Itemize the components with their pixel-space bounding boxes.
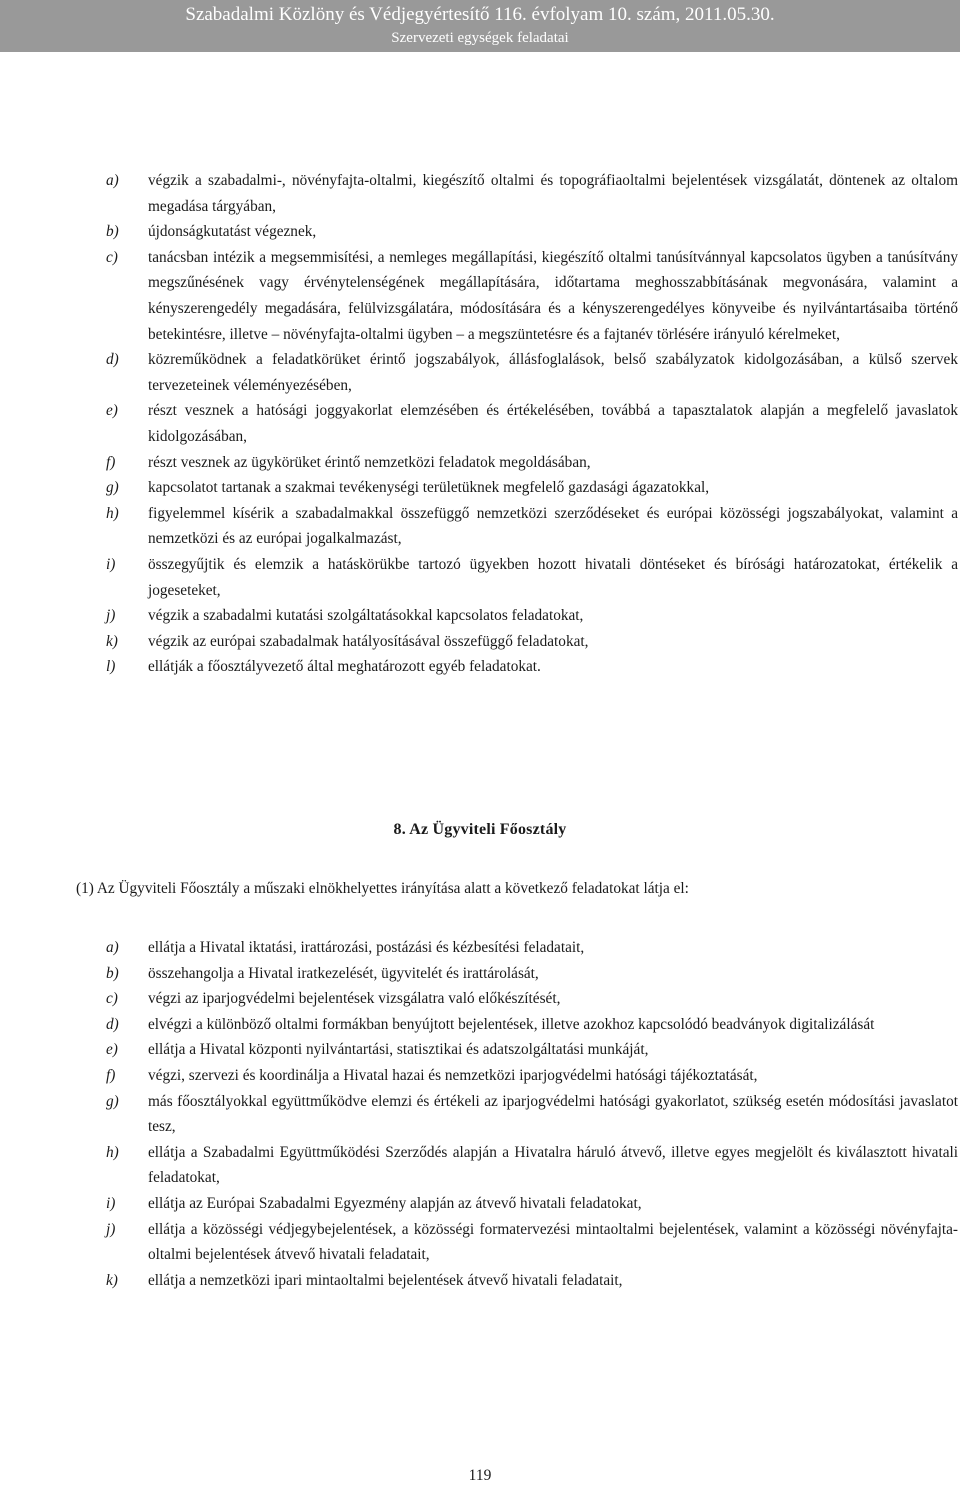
item-letter: k)	[106, 632, 118, 650]
item-text: figyelemmel kísérik a szabadalmakkal összefüggő nemzetközi szerződéseket és európai közösségi jogszabályokat, valamint a nemzetközi és az európai jogalkalmazást,	[148, 504, 958, 548]
list-item	[0, 347, 960, 398]
section-intro: (1) Az Ügyviteli Főosztály a műszaki elnökhelyettes irányítása alatt a következő feladatokat látja el:	[76, 880, 689, 897]
item-text: összehangolja a Hivatal iratkezelését, ügyvitelét és irattárolását,	[148, 964, 539, 982]
list-item	[0, 501, 960, 552]
list-item	[0, 1089, 960, 1140]
list-item	[0, 475, 960, 501]
list-item	[0, 552, 960, 603]
item-text: részt vesznek a hatósági joggyakorlat elemzésében és értékelésében, továbbá a tapasztalatok alapján a megfelelő javaslatok kidolgozásában,	[148, 402, 958, 445]
item-text: végzi az iparjogvédelmi bejelentések vizsgálatra való előkészítését,	[148, 990, 561, 1008]
task-list-2	[0, 935, 960, 1293]
page-number: 119	[468, 1467, 492, 1484]
item-letter: b)	[106, 964, 119, 982]
item-text: ellátja az Európai Szabadalmi Egyezmény alapján az átvevő hivatali feladatokat,	[148, 1194, 642, 1212]
item-letter: e)	[106, 402, 118, 420]
item-letter: j)	[106, 607, 116, 625]
list-item	[0, 629, 960, 655]
journal-title: Szabadalmi Közlöny és Védjegyértesítő 116. évfolyam 10. szám, 2011.05.30.	[185, 4, 775, 25]
item-text: ellátja a közösségi védjegybejelentések, a közösségi formatervezési mintaoltalmi bejelentések, valamint a közösségi növényfajta-oltalmi bejelentések átvevő hivatali feladatait,	[148, 1220, 958, 1264]
list-item	[0, 654, 960, 680]
item-text: újdonságkutatást végeznek,	[148, 223, 317, 241]
list-item	[0, 245, 960, 347]
item-letter: a)	[106, 939, 119, 956]
list-item	[0, 1217, 960, 1268]
list-item	[0, 986, 960, 1012]
item-text: közreműködnek a feladatkörüket érintő jogszabályok, állásfoglalások, belső szabályzatok kidolgozásában, a külső szervek tervezeteinek véleményezésében,	[148, 351, 958, 394]
list-item	[0, 1063, 960, 1089]
list-item	[0, 168, 960, 219]
section-heading: 8. Az Ügyviteli Főosztály	[393, 821, 567, 838]
item-text: végzik a szabadalmi kutatási szolgáltatásokkal kapcsolatos feladatokat,	[148, 607, 584, 625]
item-letter: k)	[106, 1271, 118, 1289]
item-letter: j)	[106, 1220, 116, 1238]
item-text: végzi, szervezi és koordinálja a Hivatal hazai és nemzetközi iparjogvédelmi hatósági tájékoztatását,	[148, 1066, 758, 1084]
page-header	[0, 0, 960, 52]
item-letter: i)	[106, 555, 116, 573]
item-letter: h)	[106, 504, 119, 522]
list-item	[0, 1268, 960, 1294]
item-text: kapcsolatot tartanak a szakmai tevékenységi területüknek megfelelő gazdasági ágazatokkal,	[148, 479, 710, 497]
item-letter: d)	[106, 351, 119, 369]
list-item	[0, 398, 960, 449]
item-letter: f)	[106, 1066, 116, 1084]
list-item	[0, 1191, 960, 1217]
item-text: ellátja a Hivatal központi nyilvántartási, statisztikai és adatszolgáltatási munkáját,	[148, 1041, 649, 1059]
item-letter: l)	[106, 658, 116, 676]
item-text: ellátja a Szabadalmi Együttműködési Szerződés alapján a Hivatalra háruló átvevő, illetve egyes megjelölt és kiválasztott hivatali feladatokat,	[148, 1143, 958, 1187]
item-text: ellátják a főosztályvezető által meghatározott egyéb feladatokat.	[148, 658, 541, 676]
item-letter: c)	[106, 248, 118, 266]
list-item	[0, 603, 960, 629]
item-letter: e)	[106, 1041, 118, 1059]
item-text: végzik a szabadalmi-, növényfajta-oltalmi, kiegészítő oltalmi és topográfiaoltalmi bejelentések vizsgálatát, döntenek az oltalom megadása tárgyában,	[148, 172, 958, 215]
section-subtitle: Szervezeti egységek feladatai	[391, 30, 569, 46]
item-letter: i)	[106, 1194, 116, 1212]
item-text: ellátja a nemzetközi ipari mintaoltalmi bejelentések átvevő hivatali feladatait,	[148, 1271, 623, 1289]
item-letter: h)	[106, 1143, 119, 1161]
list-item	[0, 219, 960, 245]
item-letter: b)	[106, 223, 119, 241]
list-item	[0, 1140, 960, 1191]
task-list-1	[0, 168, 960, 680]
item-letter: g)	[106, 479, 119, 497]
list-item	[0, 450, 960, 476]
item-text: elvégzi a különböző oltalmi formákban benyújtott bejelentések, illetve azokhoz kapcsolódó beadványok digitalizálását	[148, 1015, 875, 1033]
item-letter: g)	[106, 1092, 119, 1110]
item-letter: f)	[106, 453, 116, 471]
list-item	[0, 1012, 960, 1038]
item-text: részt vesznek az ügykörüket érintő nemzetközi feladatok megoldásában,	[148, 453, 591, 471]
item-letter: a)	[106, 172, 119, 189]
item-text: ellátja a Hivatal iktatási, irattározási, postázási és kézbesítési feladatait,	[148, 939, 585, 956]
item-text: végzik az európai szabadalmak hatályosításával összefüggő feladatokat,	[148, 632, 589, 650]
item-letter: c)	[106, 990, 118, 1008]
item-text: más főosztályokkal együttműködve elemzi és értékeli az iparjogvédelmi hatósági gyakorlatot, szükség esetén módosítási javaslatot tesz,	[148, 1092, 958, 1136]
item-text: összegyűjtik és elemzik a hatáskörükbe tartozó ügyekben hozott hivatali döntéseket és bírósági határozatokat, értékelik a jogeseteket,	[148, 555, 958, 599]
list-item	[0, 961, 960, 987]
list-item	[0, 1037, 960, 1063]
list-item	[0, 935, 960, 961]
item-letter: d)	[106, 1015, 119, 1033]
item-text: tanácsban intézik a megsemmisítési, a nemleges megállapítási, kiegészítő oltalmi tanúsítvánnyal kapcsolatos ügyben a tanúsítvány megszűnésének vagy érvénytelenségének megállapítására, időtartama meghosszabbításának megvonására, valamint a kényszerengedély megadására, felülvizsgálatára, módosítására és a kényszerengedélyes könyveibe és nyilvántartásaiba történő betekintésre, illetve – növényfajta-oltalmi ügyben – a megszüntetésre és a fajtanév törlésére irányuló kérelmeket,	[148, 248, 958, 343]
